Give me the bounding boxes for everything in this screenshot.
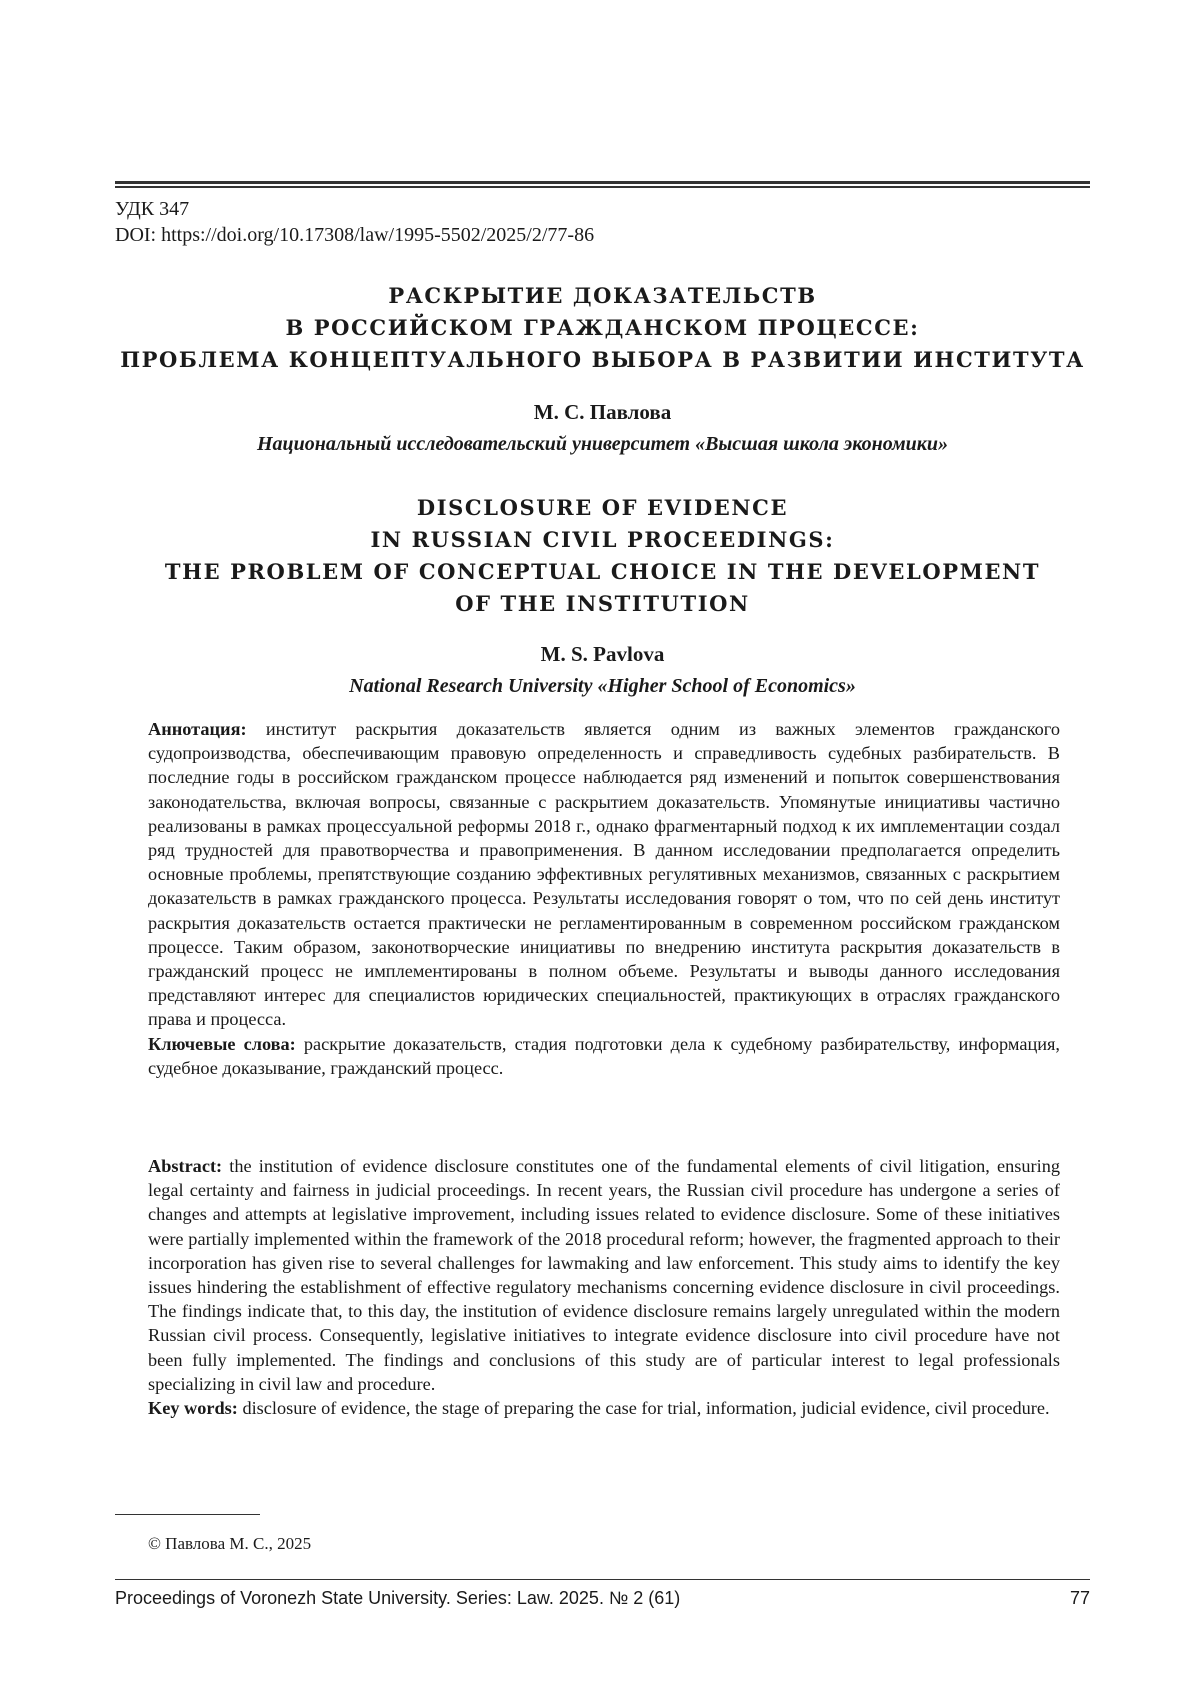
annotation-label: Аннотация: [148, 719, 247, 739]
en-title-line-2: IN RUSSIAN CIVIL PROCEEDINGS: [115, 524, 1090, 556]
footnote-rule [115, 1514, 260, 1515]
keywords-ru-label: Ключевые слова: [148, 1034, 296, 1054]
abstract-label: Abstract: [148, 1156, 222, 1176]
en-title-line-3: THE PROBLEM OF CONCEPTUAL CHOICE IN THE DEVELOPMENT [115, 556, 1090, 588]
journal-footer: Proceedings of Voronezh State University. Series: Law. 2025. № 2 (61) [115, 1585, 680, 1611]
doi-line[interactable]: DOI: https://doi.org/10.17308/law/1995-5502/2025/2/77-86 [115, 222, 594, 248]
ru-title-line-2: В РОССИЙСКОМ ГРАЖДАНСКОМ ПРОЦЕССЕ: [115, 312, 1090, 344]
ru-title-line-1: РАСКРЫТИЕ ДОКАЗАТЕЛЬСТВ [115, 280, 1090, 312]
footer-rule [115, 1579, 1090, 1580]
annotation-ru [148, 717, 1060, 1080]
ru-title-line-3: ПРОБЛЕМА КОНЦЕПТУАЛЬНОГО ВЫБОРА В РАЗВИТИИ ИНСТИТУТА [115, 344, 1090, 376]
keywords-ru-text: раскрытие доказательств, стадия подготовки дела к судебному разбирательству, информация, судебное доказывание, гражданский процесс. [148, 1034, 1060, 1078]
ru-author: М. С. Павлова [115, 398, 1090, 426]
en-title-line-1: DISCLOSURE OF EVIDENCE [115, 492, 1090, 524]
en-affiliation: National Research University «Higher School of Economics» [115, 672, 1090, 700]
abstract-en [148, 1154, 1060, 1420]
page-number: 77 [1070, 1585, 1090, 1611]
copyright-footnote: © Павлова М. С., 2025 [148, 1533, 311, 1555]
udk-code: УДК 347 [115, 196, 189, 222]
keywords-en-text: disclosure of evidence, the stage of preparing the case for trial, information, judicial evidence, civil procedure. [242, 1398, 1049, 1418]
en-author: M. S. Pavlova [115, 640, 1090, 668]
abstract-text: the institution of evidence disclosure constitutes one of the fundamental elements of civil litigation, ensuring legal certainty and fairness in judicial proceedings. In recent years, the Russian civil procedure has undergone a series of changes and attempts at legislative improvement, including issues related to evidence disclosure. Some of these initiatives were partially implemented within the framework of the 2018 procedural reform; however, the fragmented approach to their incorporation has given rise to several challenges for lawmaking and law enforcement. This study aims to identify the key issues hindering the establishment of effective regulatory mechanisms concerning evidence disclosure in civil proceedings. The findings indicate that, to this day, the institution of evidence disclosure remains largely unregulated within the modern Russian civil process. Consequently, legislative initiatives to integrate evidence disclosure into civil procedure have not been fully implemented. The findings and conclusions of this study are of particular interest to legal professionals specializing in civil law and procedure. [148, 1156, 1060, 1394]
header-rule-thin [115, 186, 1090, 188]
header-rule-thick [115, 181, 1090, 184]
ru-affiliation: Национальный исследовательский университет «Высшая школа экономики» [115, 430, 1090, 458]
keywords-en-label: Key words: [148, 1398, 238, 1418]
annotation-text: институт раскрытия доказательств является одним из важных элементов гражданского судопроизводства, обеспечивающим правовую определенность и справедливость судебных разбирательств. В последние годы в российском гражданском процессе наблюдается ряд изменений и попыток совершенствования законодательства, включая вопросы, связанные с раскрытием доказательств. Упомянутые инициативы частично реализованы в рамках процессуальной реформы 2018 г., однако фрагментарный подход к их имплементации создал ряд трудностей для правотворчества и правоприменения. В данном исследовании предполагается определить основные проблемы, препятствующие созданию эффективных регулятивных механизмов, связанных с раскрытием доказательств в рамках гражданского процесса. Результаты исследования говорят о том, что по сей день институт раскрытия доказательств остается практически не регламентированным в современном российском гражданском процессе. Таким образом, законотворческие инициативы по внедрению института раскрытия доказательств в гражданский процесс не имплементированы в полном объеме. Результаты и выводы данного исследования представляют интерес для специалистов юридических специальностей, практикующих в отраслях гражданского права и процесса. [148, 719, 1060, 1029]
en-title-line-4: OF THE INSTITUTION [115, 588, 1090, 620]
